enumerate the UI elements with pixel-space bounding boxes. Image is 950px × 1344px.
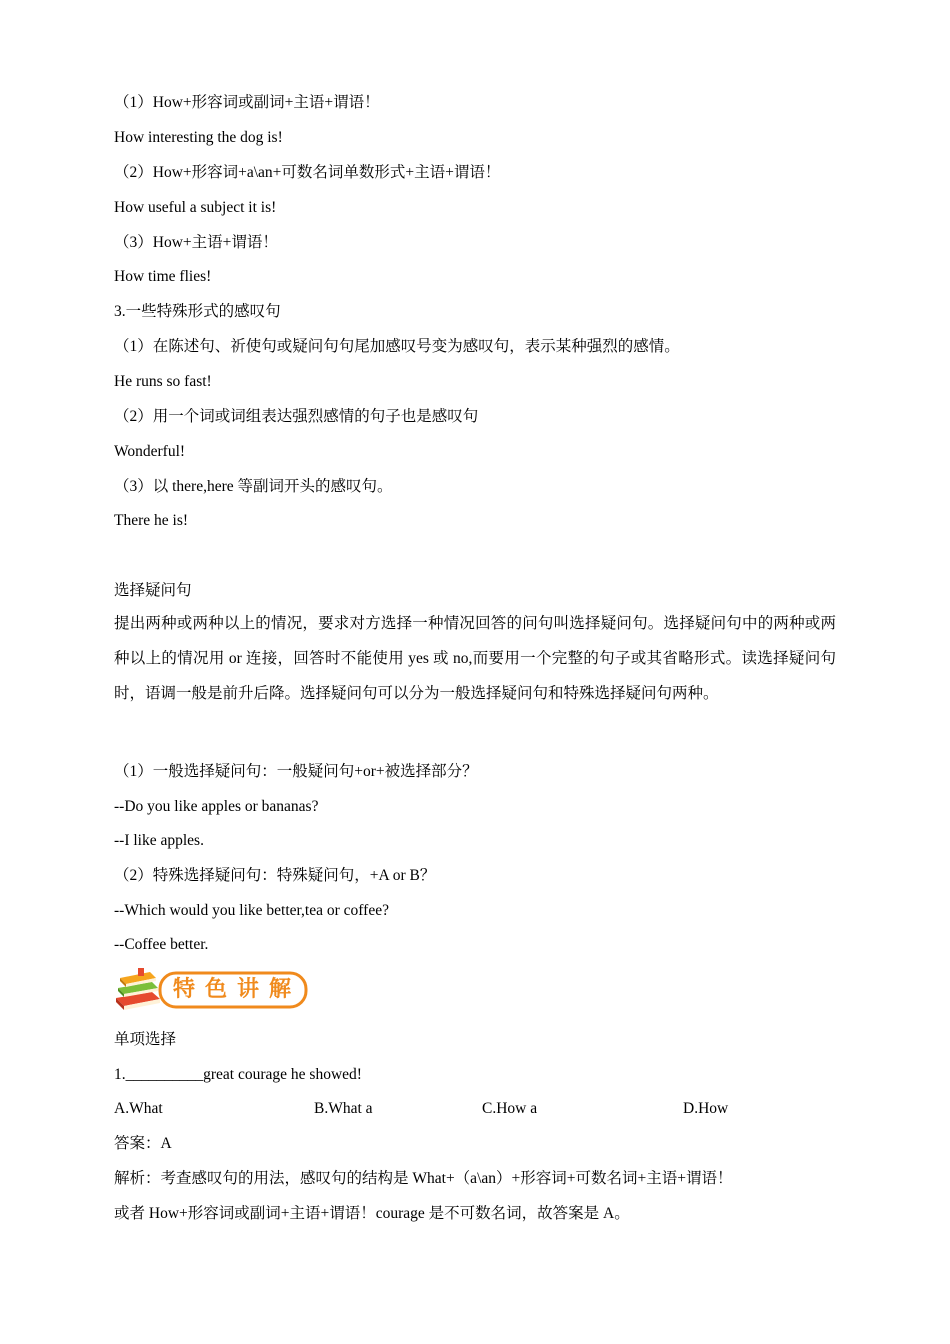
choice-question-paragraph: 提出两种或两种以上的情况，要求对方选择一种情况回答的问句叫选择疑问句。选择疑问句中的两种或两种以上的情况用 or 连接，回答时不能使用 yes 或 no,而要用一个完整的句子或其省略形式。读选择疑问句时，语调一般是前升后降。选择疑问句可以分为一般选择疑问句和特殊选择疑问句两种。 [114, 615, 836, 702]
example-sentence: There he is! [114, 512, 189, 529]
option-d: D.How [683, 1100, 729, 1117]
rule-special-1: （1）在陈述句、祈使句或疑问句句尾加感叹号变为感叹句，表示某种强烈的感情。 [114, 338, 680, 355]
choice-rule-2: （2）特殊选择疑问句：特殊疑问句，+A or B？ [114, 867, 436, 884]
answer: 答案：A [114, 1135, 172, 1152]
example-sentence: He runs so fast! [114, 373, 212, 390]
option-c: C.How a [482, 1100, 538, 1117]
rule-special-3: （3）以 there,here 等副词开头的感叹句。 [114, 478, 393, 495]
rule-special-2: （2）用一个词或词组表达强烈感情的句子也是感叹句 [114, 408, 479, 425]
option-b: B.What a [314, 1100, 373, 1117]
section-heading-special-forms: 3.一些特殊形式的感叹句 [114, 303, 281, 320]
dialogue-line: --Which would you like better,tea or coffee? [114, 902, 389, 919]
choice-question-heading: 选择疑问句 [114, 582, 192, 599]
dialogue-line: --Coffee better. [114, 936, 209, 953]
dialogue-line: --I like apples. [114, 832, 204, 849]
example-sentence: How useful a subject it is! [114, 199, 277, 216]
rule-how-subject: （3）How+主语+谓语！ [114, 234, 278, 251]
example-sentence: How time flies! [114, 268, 212, 285]
feature-explanation-badge [112, 966, 310, 1012]
badge-label: 特色讲解 [172, 977, 301, 1002]
example-sentence: How interesting the dog is! [114, 129, 283, 146]
rule-how-adj-noun: （2）How+形容词+a\an+可数名词单数形式+主语+谓语！ [114, 164, 501, 181]
analysis-line: 解析：考查感叹句的用法，感叹句的结构是 What+（a\an）+形容词+可数名词+主语+谓语！ [114, 1170, 733, 1187]
rule-how-adj-adv: （1）How+形容词或副词+主语+谓语！ [114, 94, 380, 111]
exercise-heading: 单项选择 [114, 1031, 177, 1048]
choice-rule-1: （1）一般选择疑问句：一般疑问句+or+被选择部分？ [114, 763, 478, 780]
question-stem: 1.__________great courage he showed! [114, 1066, 362, 1083]
example-sentence: Wonderful! [114, 443, 186, 460]
analysis-line: 或者 How+形容词或副词+主语+谓语！courage 是不可数名词，故答案是 A。 [114, 1205, 630, 1222]
option-a: A.What [114, 1100, 163, 1117]
dialogue-line: --Do you like apples or bananas? [114, 798, 319, 815]
